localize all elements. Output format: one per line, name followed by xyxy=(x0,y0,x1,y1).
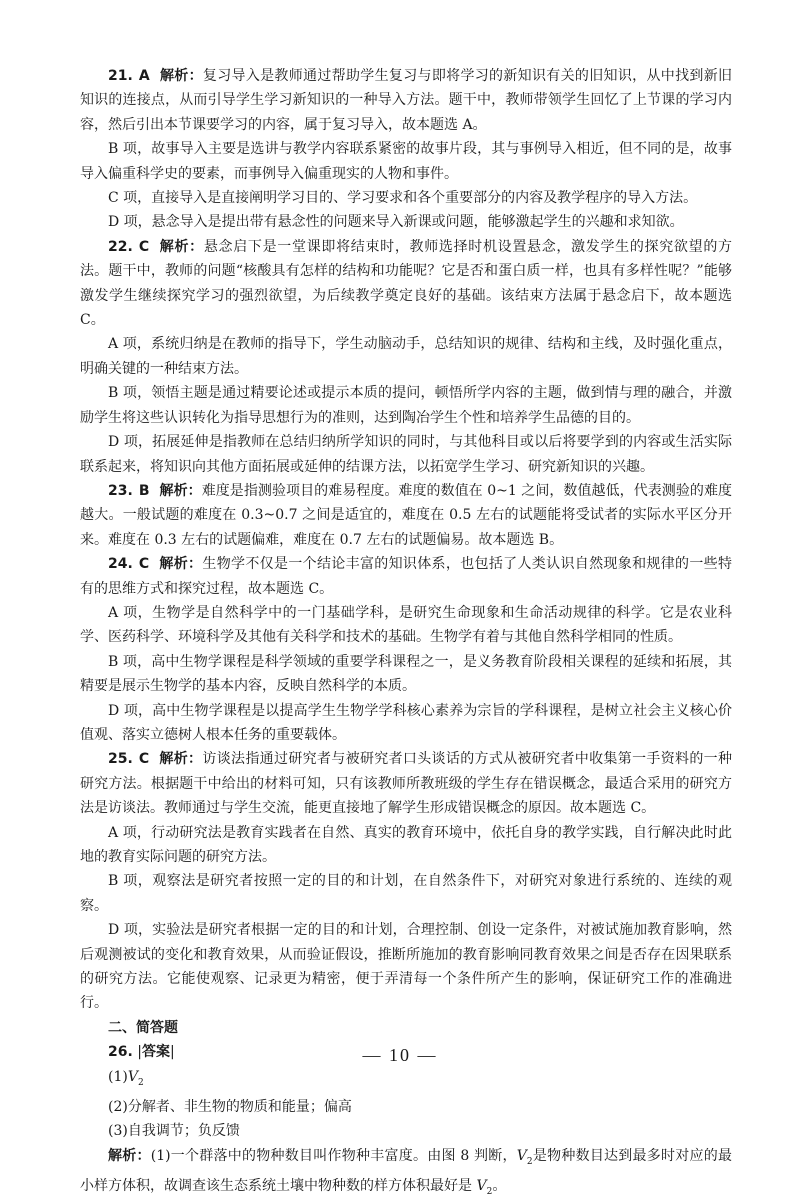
question-number: 24. xyxy=(108,556,133,573)
answer-content xyxy=(80,64,732,1204)
question-25 xyxy=(80,747,732,820)
question-22 xyxy=(80,235,732,333)
section-title: 二、简答题 xyxy=(108,1019,178,1036)
analysis-text: 生物学不仅是一个结论丰富的知识体系，也包括了人类认识自然现象和规律的一些特有的思维方式和探究过程，故本题选 C。 xyxy=(80,556,733,597)
option-explanation: A 项，系统归纳是在教师的指导下，学生动脑动手，总结知识的规律、结构和主线，及时强化重点，明确关键的一种结束方法。 xyxy=(80,336,732,377)
answer-line-2: (2)分解者、非生物的物质和能量；偏高 xyxy=(108,1098,352,1115)
analysis-paragraph: 解析：(1)一个群落中的物种数目叫作物种丰富度。由图 8 判断，$V_2$是物种数目达到最多时对应的最小样方体积，故调查该生态系统土壤中物种数的样方体积最好是 $V_2$。 xyxy=(80,1147,733,1197)
option-explanation: D 项，悬念导入是提出带有悬念性的问题来导入新课或问题，能够激起学生的兴趣和求知欲。 xyxy=(108,214,684,231)
answer-letter: C xyxy=(138,238,150,255)
question-number: 22. xyxy=(108,238,133,255)
answer-letter: C xyxy=(138,751,150,768)
option-explanation: A 项，行动研究法是教育实践者在自然、真实的教育环境中，依托自身的教学实践，自行解决此时此地的教育实际问题的研究方法。 xyxy=(80,824,732,865)
analysis-text: 难度是指测验项目的难易程度。难度的数值在 0~1 之间，数值越低，代表测验的难度越大。一般试题的难度在 0.3~0.7 之间是适宜的，难度在 0.5 左右的试题能将受试者的实际水平区分开来。难度在 0.3 左右的试题偏难，难度在 0.7 左右的试题偏易。故本题选 B。 xyxy=(80,482,733,548)
analysis-label: 解析： xyxy=(159,751,203,768)
question-24 xyxy=(80,552,732,601)
option-explanation: C 项，直接导入是直接阐明学习目的、学习要求和各个重要部分的内容及教学程序的导入方法。 xyxy=(108,190,698,207)
question-number: 21. xyxy=(108,68,133,84)
option-explanation: B 项，观察法是研究者按照一定的目的和计划，在自然条件下，对研究对象进行系统的、连续的观察。 xyxy=(80,873,732,914)
option-explanation: D 项，实验法是研究者根据一定的目的和计划，合理控制、创设一定条件，对被试施加教育影响，然后观测被试的变化和教育效果，从而验证假设，推断所施加的教育影响同教育效果之间是否存在因果联系的研究方法。它能使观察、记录更为精密，便于弄清每一个条件所产生的影响，保证研究工作的准确进行。 xyxy=(80,922,732,1012)
option-explanation: B 项，故事导入主要是选讲与教学内容联系紧密的故事片段，其与事例导入相近，但不同的是，故事导入偏重科学史的要素，而事例导入偏重现实的人物和事件。 xyxy=(80,141,732,182)
option-explanation: A 项，生物学是自然科学中的一门基础学科，是研究生命现象和生命活动规律的科学。它是农业科学、医药科学、环境科学及其他有关科学和技术的基础。生物学有着与其他自然科学相同的性质。 xyxy=(80,604,732,646)
option-explanation: B 项，高中生物学课程是科学领域的重要学科课程之一，是义务教育阶段相关课程的延续和拓展，其精要是展示生物学的基本内容，反映自然科学的本质。 xyxy=(80,653,732,695)
answer-line-1: $(1)V_2$ xyxy=(108,1068,144,1088)
analysis-label: 解析： xyxy=(159,556,203,573)
question-number: 25. xyxy=(108,751,133,768)
answer-tag: |答案| xyxy=(137,1044,175,1061)
question-number: 26. xyxy=(108,1044,133,1061)
question-number: 23. xyxy=(108,482,133,499)
page-number: — 10 — xyxy=(362,1045,438,1065)
question-23 xyxy=(80,479,732,552)
answer-letter: C xyxy=(138,556,150,573)
option-explanation: D 项，高中生物学课程是以提高学生生物学学科核心素养为宗旨的学科课程，是树立社会主义核心价值观、落实立德树人根本任务的重要载体。 xyxy=(80,702,732,743)
option-explanation: B 项，领悟主题是通过精要论述或提示本质的提问，顿悟所学内容的主题，做到情与理的融合，并激励学生将这些认识转化为指导思想行为的准则，达到陶冶学生个性和培养学生品德的目的。 xyxy=(80,385,732,426)
analysis-label: 解析： xyxy=(159,482,202,499)
option-explanation: D 项，拓展延伸是指教师在总结归纳所学知识的同时，与其他科目或以后将要学到的内容或生活实际联系起来，将知识向其他方面拓展或延伸的结课方法，以拓宽学生学习、研究新知识的兴趣。 xyxy=(80,434,732,475)
answer-letter: B xyxy=(138,482,150,499)
analysis-label: 解析： xyxy=(159,238,204,255)
question-21 xyxy=(80,64,732,137)
analysis-text: 复习导入是教师通过帮助学生复习与即将学习的新知识有关的旧知识，从中找到新旧知识的连接点，从而引导学生学习新知识的一种导入方法。题干中，教师带领学生回忆了上节课的学习内容，然后引出本节课要学习的内容，属于复习导入，故本题选 A。 xyxy=(80,68,732,133)
analysis-text: 悬念启下是一堂课即将结束时，教师选择时机设置悬念，激发学生的探究欲望的方法。题干中，教师的问题“核酸具有怎样的结构和功能呢？它是否和蛋白质一样，也具有多样性呢？”能够激发学生继续探究学习的强烈欲望，为后续教学奠定良好的基础。该结束方法属于悬念启下，故本题选 C。 xyxy=(80,238,733,329)
analysis-label: 解析： xyxy=(159,68,203,84)
analysis-text: 访谈法指通过研究者与被研究者口头谈话的方式从被研究者中收集第一手资料的一种研究方法。根据题干中给出的材料可知，只有该教师所教班级的学生存在错误概念，最适合采用的研究方法是访谈法。教师通过与学生交流，能更直接地了解学生形成错误概念的原因。故本题选 C。 xyxy=(80,751,733,817)
answer-line-3: (3)自我调节；负反馈 xyxy=(108,1123,240,1140)
answer-letter: A xyxy=(138,68,150,84)
